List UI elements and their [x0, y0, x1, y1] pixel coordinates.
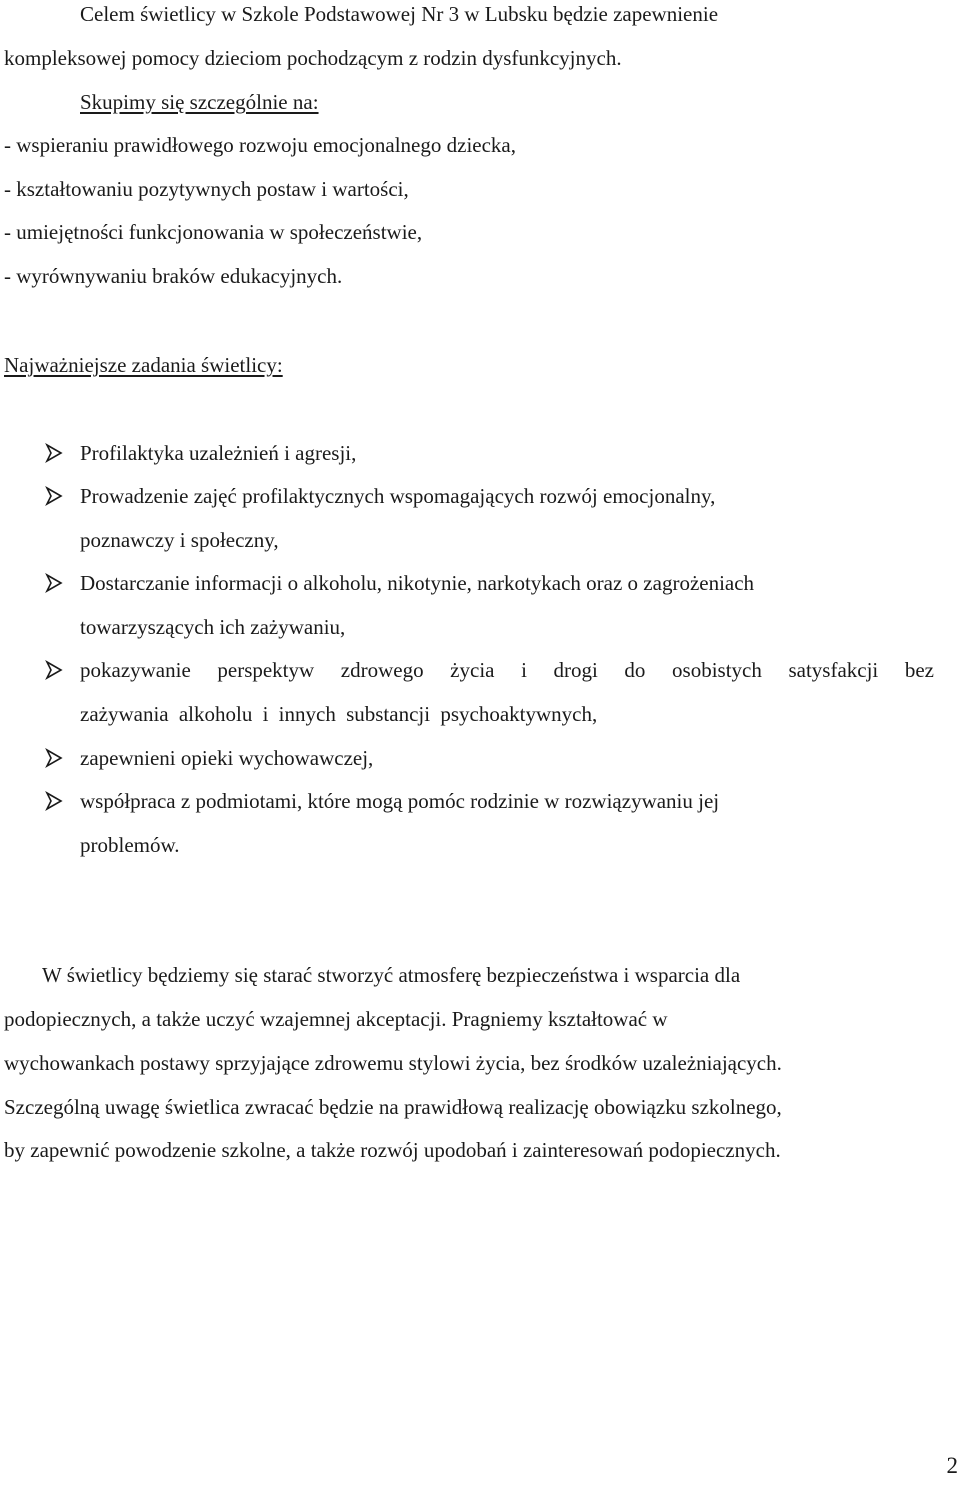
intro-line-2: kompleksowej pomocy dzieciom pochodzącym z rodzin dysfunkcyjnych. — [4, 46, 622, 70]
focus-heading: Skupimy się szczególnie na: — [80, 90, 319, 114]
closing-line: podopiecznych, a także uczyć wzajemnej akceptacji. Pragniemy kształtować w — [4, 1007, 668, 1031]
task-text: współpraca z podmiotami, które mogą pomóc rodzinie w rozwiązywaniu jej — [80, 789, 720, 813]
task-text: zapewnieni opieki wychowawczej, — [80, 746, 374, 770]
task-text-continued: poznawczy i społeczny, — [80, 528, 279, 552]
arrowhead-bullet-icon — [44, 573, 64, 593]
tasks-heading: Najważniejsze zadania świetlicy: — [4, 353, 283, 377]
task-text: Profilaktyka uzależnień i agresji, — [80, 441, 357, 465]
focus-item: - wspieraniu prawidłowego rozwoju emocjonalnego dziecka, — [4, 133, 516, 157]
closing-line: by zapewnić powodzenie szkolne, a także rozwój upodobań i zainteresowań podopiecznych. — [4, 1138, 781, 1162]
task-text-continued: zażywania alkoholu i innych substancji psychoaktywnych, — [80, 702, 598, 726]
task-text-continued: problemów. — [80, 833, 180, 857]
focus-item: - umiejętności funkcjonowania w społeczeństwie, — [4, 220, 423, 244]
closing-line: Szczególną uwagę świetlica zwracać będzie na prawidłową realizację obowiązku szkolnego, — [4, 1095, 782, 1119]
arrowhead-bullet-icon — [44, 791, 64, 811]
task-text: Dostarczanie informacji o alkoholu, nikotynie, narkotykach oraz o zagrożeniach — [80, 571, 755, 595]
arrowhead-bullet-icon — [44, 443, 64, 463]
task-text: pokazywanie perspektyw zdrowego życia i drogi do osobistych satysfakcji bez — [80, 658, 934, 682]
intro-line-1: Celem świetlicy w Szkole Podstawowej Nr 3 w Lubsku będzie zapewnienie — [80, 2, 719, 26]
task-text: Prowadzenie zajęć profilaktycznych wspomagających rozwój emocjonalny, — [80, 484, 716, 508]
arrowhead-bullet-icon — [44, 660, 64, 680]
closing-line: W świetlicy będziemy się starać stworzyć atmosferę bezpieczeństwa i wsparcia dla — [42, 963, 741, 987]
arrowhead-bullet-icon — [44, 486, 64, 506]
arrowhead-bullet-icon — [44, 748, 64, 768]
task-text-continued: towarzyszących ich zażywaniu, — [80, 615, 346, 639]
page-number: 2 — [946, 1453, 958, 1478]
focus-item: - wyrównywaniu braków edukacyjnych. — [4, 264, 343, 288]
closing-line: wychowankach postawy sprzyjające zdrowemu stylowi życia, bez środków uzależniających. — [4, 1051, 782, 1075]
focus-item: - kształtowaniu pozytywnych postaw i wartości, — [4, 177, 409, 201]
